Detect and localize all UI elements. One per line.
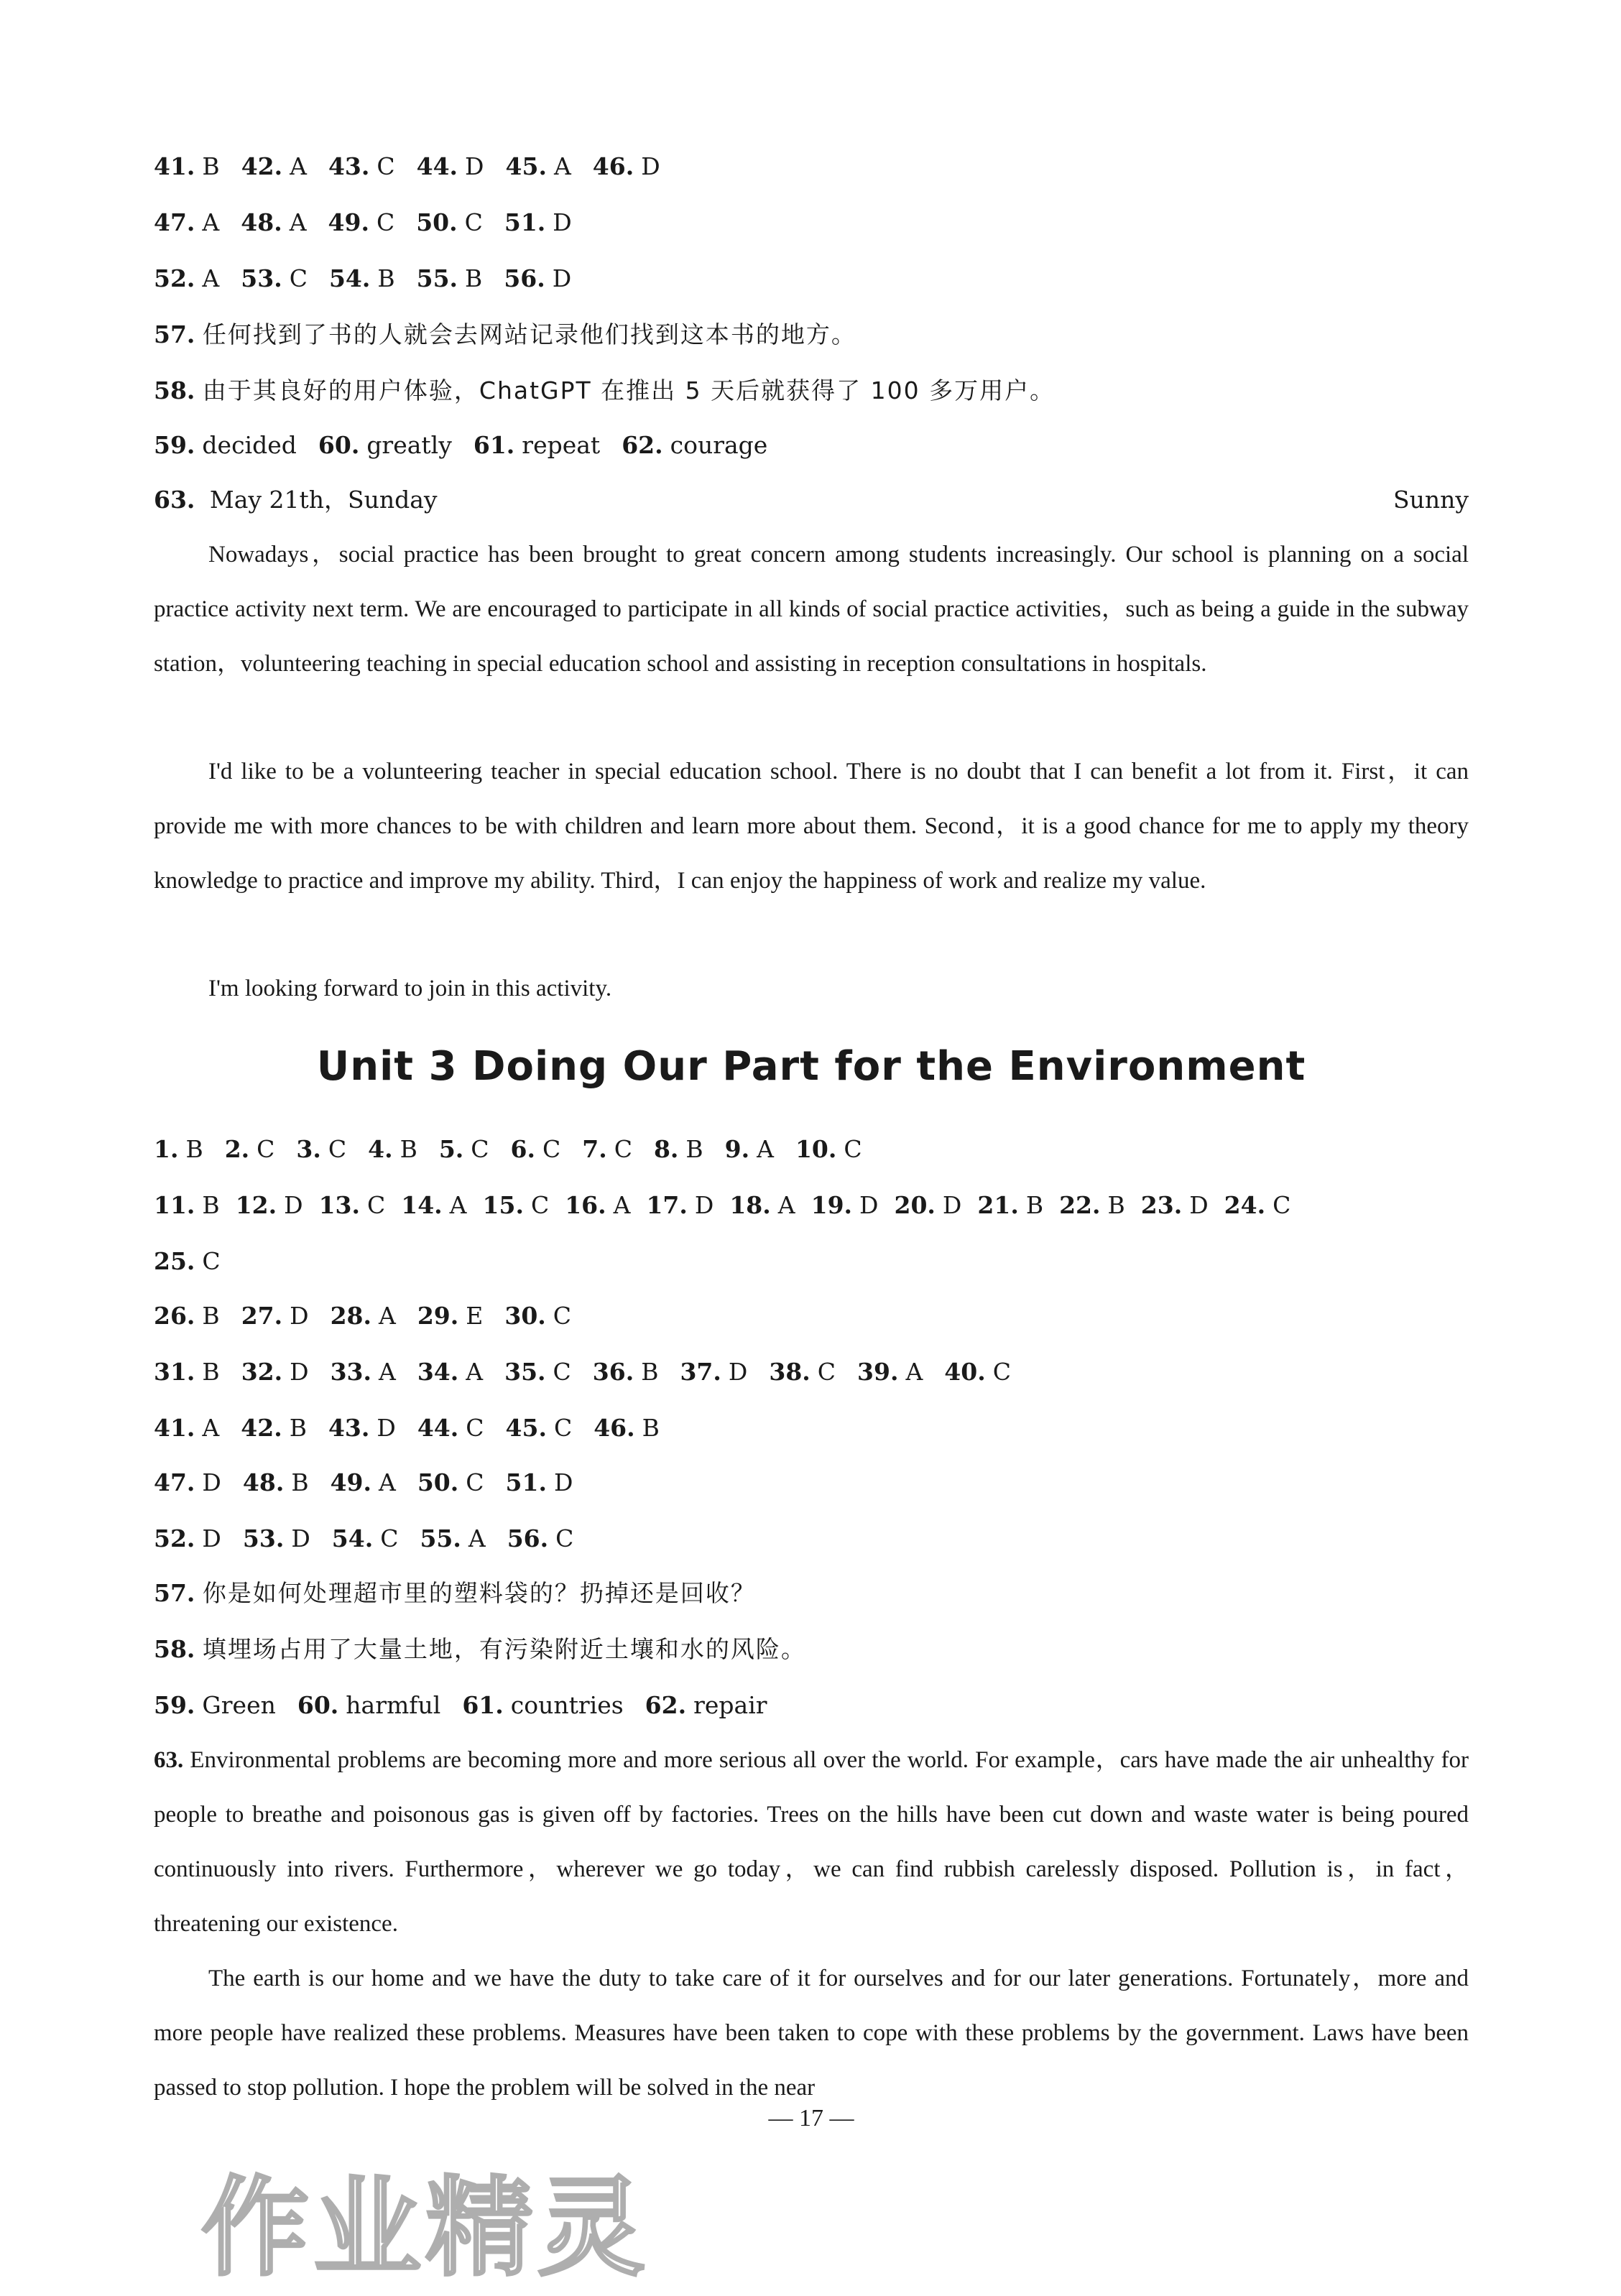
answer-value: B: [377, 264, 395, 292]
answer-value: A: [379, 1302, 396, 1330]
question-number: 12.: [235, 1191, 277, 1219]
page-number: — 17 —: [768, 2105, 854, 2131]
answer-value: A: [777, 1191, 795, 1219]
question-number: 44.: [416, 152, 458, 180]
answer-value: B: [642, 1414, 660, 1442]
answer-item: [154, 1246, 221, 1277]
translation-answer: [154, 1578, 1469, 1609]
question-number: 61.: [473, 431, 515, 459]
question-number: 26.: [154, 1302, 195, 1330]
question-number: 23.: [1140, 1191, 1183, 1219]
question-number: 5.: [438, 1135, 464, 1163]
answer-item: [944, 1356, 1011, 1388]
answer-item: [593, 151, 660, 182]
answer-value: C: [992, 1358, 1011, 1386]
answer-value: D: [641, 152, 660, 180]
answer-value: C: [553, 1414, 573, 1442]
answer-item: [483, 1190, 550, 1221]
question-number: 57.: [154, 320, 195, 348]
watermark-logo: 作业精灵: [201, 2166, 650, 2291]
answer-value: A: [379, 1358, 396, 1386]
answer-value: C: [817, 1358, 836, 1386]
question-number: 61.: [462, 1691, 504, 1719]
answer-value: D: [465, 152, 484, 180]
answer-row: [154, 1690, 1469, 1721]
answer-item: [417, 1412, 484, 1444]
question-number: 62.: [622, 431, 663, 459]
answer-value: C: [1273, 1191, 1291, 1219]
question-number: 24.: [1224, 1191, 1266, 1219]
answer-row: [154, 1356, 1469, 1388]
answer-row: [154, 1523, 1469, 1555]
answer-value: courage: [670, 431, 768, 459]
answer-item: [243, 1523, 310, 1555]
answer-value: C: [530, 1191, 550, 1219]
answer-item: [154, 1356, 220, 1388]
essay-paragraph: I'm looking forward to join in this activity.: [208, 976, 612, 1001]
question-number: 15.: [482, 1191, 524, 1219]
unit-title: Unit 3 Doing Our Part for the Environment: [316, 1043, 1306, 1090]
essay-paragraph: I'd like to be a volunteering teacher in special education school. There is no doubt that I can benefit a lot from it. First，it can provide me with more chances to be with children and learn more about them. Second，it is a good chance for me to apply my theory knowledge to practice and improve my ability. Third，I can enjoy the happiness of work and realize my value.: [154, 759, 1469, 894]
answer-value: Green: [202, 1691, 276, 1719]
question-number: 41.: [154, 152, 195, 180]
answer-value: B: [202, 1191, 220, 1219]
question-number: 10.: [795, 1135, 837, 1163]
question-number: 17.: [646, 1191, 688, 1219]
answer-row: [154, 1246, 1469, 1277]
answer-item: [504, 263, 571, 295]
answer-value: A: [290, 152, 307, 180]
answer-row: [154, 1467, 1469, 1499]
question-number: 42.: [241, 1414, 282, 1442]
answer-item: [1141, 1190, 1209, 1221]
answer-value: countries: [510, 1691, 624, 1719]
question-number: 28.: [330, 1302, 371, 1330]
question-number: 42.: [241, 152, 283, 180]
question-number: 29.: [417, 1302, 459, 1330]
answer-item: [331, 1300, 396, 1332]
answer-item: [241, 151, 307, 182]
answer-item: [154, 151, 220, 182]
question-number: 35.: [504, 1358, 546, 1386]
answer-item: [328, 207, 395, 239]
question-number: 60.: [297, 1691, 339, 1719]
answer-item: [154, 1523, 221, 1555]
question-number: 32.: [241, 1358, 283, 1386]
answer-item: [725, 1134, 774, 1165]
question-number: 45.: [505, 152, 547, 180]
answer-item: [504, 1356, 571, 1388]
answer-item: [795, 1134, 862, 1165]
answer-item: [243, 1467, 309, 1499]
answer-item: [417, 1467, 484, 1499]
answer-value: D: [728, 1358, 748, 1386]
answer-value: C: [466, 1468, 484, 1496]
answer-row: [154, 263, 1469, 295]
answer-value: C: [289, 264, 308, 292]
answer-value: C: [542, 1135, 561, 1163]
answer-value: A: [905, 1358, 923, 1386]
answer-item: [977, 1190, 1043, 1221]
answer-value: C: [464, 208, 483, 236]
question-number: 13.: [318, 1191, 360, 1219]
answer-item: [769, 1356, 836, 1388]
answer-value: A: [466, 1358, 484, 1386]
answer-item: [417, 1300, 484, 1332]
question-number: 20.: [894, 1191, 936, 1219]
answer-item: [331, 1467, 396, 1499]
question-number: 41.: [154, 1414, 195, 1442]
answer-value: B: [202, 152, 220, 180]
answer-text: 填埋场占用了大量土地，有污染附近土壤和水的风险。: [202, 1635, 806, 1663]
question-number: 51.: [504, 208, 546, 236]
essay-date: May 21th，Sunday: [209, 486, 438, 514]
answer-value: D: [290, 1302, 309, 1330]
answer-value: B: [641, 1358, 659, 1386]
question-number: 52.: [154, 1524, 195, 1552]
answer-item: [416, 207, 483, 239]
answer-item: [331, 1356, 396, 1388]
answer-value: C: [555, 1524, 574, 1552]
answer-item: [241, 207, 306, 239]
question-number: 55.: [416, 264, 458, 292]
question-number: 45.: [505, 1414, 547, 1442]
question-number: 63.: [154, 486, 195, 514]
answer-value: A: [379, 1468, 396, 1496]
translation-answer: [154, 375, 1469, 407]
answer-value: B: [289, 1414, 307, 1442]
question-number: 50.: [417, 1468, 459, 1496]
answer-item: [582, 1134, 632, 1165]
question-number: 21.: [977, 1191, 1019, 1219]
answer-value: D: [552, 264, 572, 292]
essay-weather: Sunny: [1393, 486, 1469, 514]
question-number: 59.: [154, 1691, 195, 1719]
question-number: 14.: [401, 1191, 443, 1219]
answer-value: C: [367, 1191, 386, 1219]
answer-item: [474, 430, 600, 461]
question-number: 38.: [769, 1358, 810, 1386]
answer-value: A: [202, 208, 220, 236]
question-number: 43.: [328, 1414, 370, 1442]
answer-value: C: [257, 1135, 275, 1163]
answer-item: [593, 1356, 659, 1388]
answer-item: [594, 1412, 660, 1444]
answer-item: [241, 1412, 307, 1444]
answer-item: [368, 1134, 417, 1165]
answer-item: [154, 207, 219, 239]
answer-value: D: [1189, 1191, 1209, 1219]
answer-item: [504, 207, 572, 239]
answer-item: [297, 1690, 440, 1721]
answer-value: C: [466, 1414, 484, 1442]
answer-item: [506, 1467, 573, 1499]
answer-item: [236, 1190, 303, 1221]
answer-value: B: [291, 1468, 309, 1496]
answer-text: 由于其良好的用户体验，ChatGPT 在推出 5 天后就获得了 100 多万用户。: [202, 376, 1056, 404]
answer-value: D: [202, 1468, 221, 1496]
answer-item: [154, 1300, 220, 1332]
answer-row: [154, 1190, 1469, 1221]
answer-item: [154, 1690, 276, 1721]
answer-value: A: [202, 264, 220, 292]
translation-answer: [154, 1634, 1469, 1665]
answer-value: D: [377, 1414, 396, 1442]
answer-item: [504, 1300, 571, 1332]
answer-value: A: [757, 1135, 774, 1163]
question-number: 11.: [154, 1191, 195, 1219]
answer-value: D: [202, 1524, 221, 1552]
answer-item: [417, 151, 484, 182]
answer-item: [654, 1134, 703, 1165]
question-number: 44.: [417, 1414, 459, 1442]
answer-item: [319, 1190, 386, 1221]
answer-row: [154, 1412, 1469, 1444]
answer-value: C: [380, 1524, 399, 1552]
answer-item: [1224, 1190, 1291, 1221]
answer-text: 你是如何处理超市里的塑料袋的？扔掉还是回收？: [202, 1579, 756, 1607]
answer-item: [565, 1190, 630, 1221]
answer-value: decided: [202, 431, 297, 459]
question-number: 47.: [154, 1468, 195, 1496]
answer-value: B: [202, 1302, 220, 1330]
answer-item: [154, 263, 219, 295]
answer-value: A: [202, 1414, 220, 1442]
answer-value: D: [859, 1191, 879, 1219]
answer-value: D: [284, 1191, 303, 1219]
answer-item: [646, 1190, 713, 1221]
question-number: 7.: [582, 1135, 607, 1163]
question-number: 62.: [645, 1691, 687, 1719]
answer-value: B: [185, 1135, 203, 1163]
question-number: 43.: [328, 152, 370, 180]
answer-value: C: [553, 1302, 572, 1330]
answer-item: [241, 1300, 309, 1332]
question-number: 63.: [154, 1747, 184, 1773]
answer-value: D: [290, 1358, 309, 1386]
answer-item: [506, 1412, 573, 1444]
answer-value: D: [553, 1468, 573, 1496]
question-number: 2.: [224, 1135, 250, 1163]
question-number: 37.: [680, 1358, 721, 1386]
answer-value: A: [468, 1524, 486, 1552]
question-number: 48.: [242, 1468, 285, 1496]
answer-item: [241, 263, 308, 295]
question-number: 51.: [505, 1468, 547, 1496]
answer-value: B: [1107, 1191, 1125, 1219]
answer-value: C: [377, 152, 395, 180]
question-number: 4.: [368, 1135, 393, 1163]
answer-item: [622, 430, 767, 461]
answer-value: harmful: [346, 1691, 441, 1719]
question-number: 40.: [944, 1358, 986, 1386]
question-number: 30.: [504, 1302, 546, 1330]
answer-item: [154, 1190, 220, 1221]
question-number: 25.: [154, 1247, 195, 1275]
answer-item: [241, 1356, 309, 1388]
answer-item: [645, 1690, 767, 1721]
answer-value: C: [553, 1358, 571, 1386]
question-number: 9.: [724, 1135, 750, 1163]
question-number: 49.: [330, 1468, 371, 1496]
answer-value: B: [400, 1135, 417, 1163]
question-number: 57.: [154, 1579, 195, 1607]
question-number: 48.: [241, 208, 282, 236]
question-number: 46.: [592, 152, 634, 180]
answer-value: C: [614, 1135, 632, 1163]
answer-value: B: [1025, 1191, 1044, 1219]
answer-item: [296, 1134, 346, 1165]
essay-paragraph: The earth is our home and we have the duty to take care of it for ourselves and for our later generations. Fortunately，more and more people have realized these problems. Measures have been taken to cope with these problems by the government. Laws have been passed to stop pollution. I hope the problem will be solved in the near: [154, 1966, 1469, 2101]
essay-text: Environmental problems are becoming more and more serious all over the world. For example，cars have made the air unhealthy for people to breathe and poisonous gas is given off by factories. Trees on the hills have been cut down and waste water is being poured continuously into rivers. Furthermore，wherever we go today，we can find rubbish carelessly disposed. Pollution is，in fact，threatening our existence.: [154, 1747, 1469, 1937]
question-number: 56.: [507, 1524, 549, 1552]
answer-value: D: [291, 1524, 310, 1552]
question-number: 19.: [810, 1191, 853, 1219]
answer-value: B: [465, 264, 483, 292]
question-number: 58.: [154, 376, 195, 404]
essay-paragraph: Nowadays，social practice has been brought to great concern among students increasingly. Our school is planning on a social practice activity next term. We are encouraged to participate in all kinds of social practice activities，such as being a guide in the subway station，volunteering teaching in special education school and assisting in reception consultations in hospitals.: [154, 542, 1469, 677]
answer-value: D: [942, 1191, 962, 1219]
essay-paragraph: [154, 1733, 1469, 1951]
answer-item: [506, 151, 571, 182]
question-number: 8.: [653, 1135, 679, 1163]
answer-item: [318, 430, 452, 461]
question-number: 6.: [510, 1135, 535, 1163]
question-number: 52.: [154, 264, 195, 292]
answer-item: [507, 1523, 574, 1555]
answer-value: D: [553, 208, 572, 236]
question-number: 47.: [154, 208, 195, 236]
answer-item: [154, 1134, 203, 1165]
question-number: 33.: [330, 1358, 371, 1386]
question-number: 3.: [296, 1135, 321, 1163]
answer-value: C: [844, 1135, 862, 1163]
answer-value: E: [466, 1302, 484, 1330]
answer-item: [857, 1356, 923, 1388]
question-number: 50.: [416, 208, 458, 236]
answer-item: [420, 1523, 485, 1555]
question-number: 60.: [318, 431, 360, 459]
answer-text: 任何找到了书的人就会去网站记录他们找到这本书的地方。: [202, 320, 856, 348]
answer-row: [154, 207, 1469, 239]
question-number: 39.: [857, 1358, 899, 1386]
answer-row: [154, 430, 1469, 461]
essay-header: [154, 484, 1469, 516]
question-number: 31.: [154, 1358, 195, 1386]
answer-row: [154, 1134, 1469, 1165]
answer-value: D: [694, 1191, 714, 1219]
answer-item: [401, 1190, 466, 1221]
question-number: 53.: [241, 264, 282, 292]
answer-value: A: [553, 152, 571, 180]
answer-value: B: [202, 1358, 220, 1386]
question-number: 54.: [331, 1524, 374, 1552]
question-number: 1.: [154, 1135, 179, 1163]
answer-value: C: [376, 208, 395, 236]
translation-answer: [154, 319, 1469, 351]
answer-item: [154, 430, 297, 461]
answer-value: repeat: [522, 431, 601, 459]
answer-value: C: [328, 1135, 347, 1163]
question-number: 59.: [154, 431, 195, 459]
answer-value: repair: [693, 1691, 767, 1719]
answer-item: [729, 1190, 795, 1221]
answer-item: [332, 1523, 399, 1555]
question-number: 55.: [420, 1524, 461, 1552]
answer-item: [417, 1356, 483, 1388]
answer-row: [154, 1300, 1469, 1332]
question-number: 18.: [729, 1191, 771, 1219]
answer-value: A: [449, 1191, 467, 1219]
answer-value: C: [471, 1135, 489, 1163]
answer-value: A: [289, 208, 307, 236]
question-number: 36.: [592, 1358, 634, 1386]
question-number: 54.: [328, 264, 371, 292]
question-number: 56.: [504, 264, 545, 292]
question-number: 22.: [1059, 1191, 1101, 1219]
question-number: 53.: [242, 1524, 285, 1552]
answer-row: [154, 151, 1469, 182]
answer-item: [439, 1134, 489, 1165]
answer-item: [154, 1412, 219, 1444]
answer-item: [462, 1690, 623, 1721]
answer-item: [680, 1356, 747, 1388]
answer-item: [417, 263, 483, 295]
answer-item: [1059, 1190, 1125, 1221]
answer-value: greatly: [366, 431, 452, 459]
answer-item: [811, 1190, 879, 1221]
answer-item: [511, 1134, 561, 1165]
question-number: 27.: [241, 1302, 283, 1330]
answer-value: B: [685, 1135, 703, 1163]
answer-value: C: [202, 1247, 221, 1275]
answer-item: [895, 1190, 962, 1221]
question-number: 16.: [565, 1191, 606, 1219]
question-number: 49.: [328, 208, 369, 236]
question-number: 46.: [594, 1414, 635, 1442]
answer-item: [225, 1134, 275, 1165]
answer-item: [328, 151, 395, 182]
answer-item: [329, 263, 395, 295]
answer-item: [328, 1412, 396, 1444]
question-number: 58.: [154, 1635, 195, 1663]
answer-item: [154, 1467, 221, 1499]
question-number: 34.: [417, 1358, 459, 1386]
answer-value: A: [613, 1191, 631, 1219]
